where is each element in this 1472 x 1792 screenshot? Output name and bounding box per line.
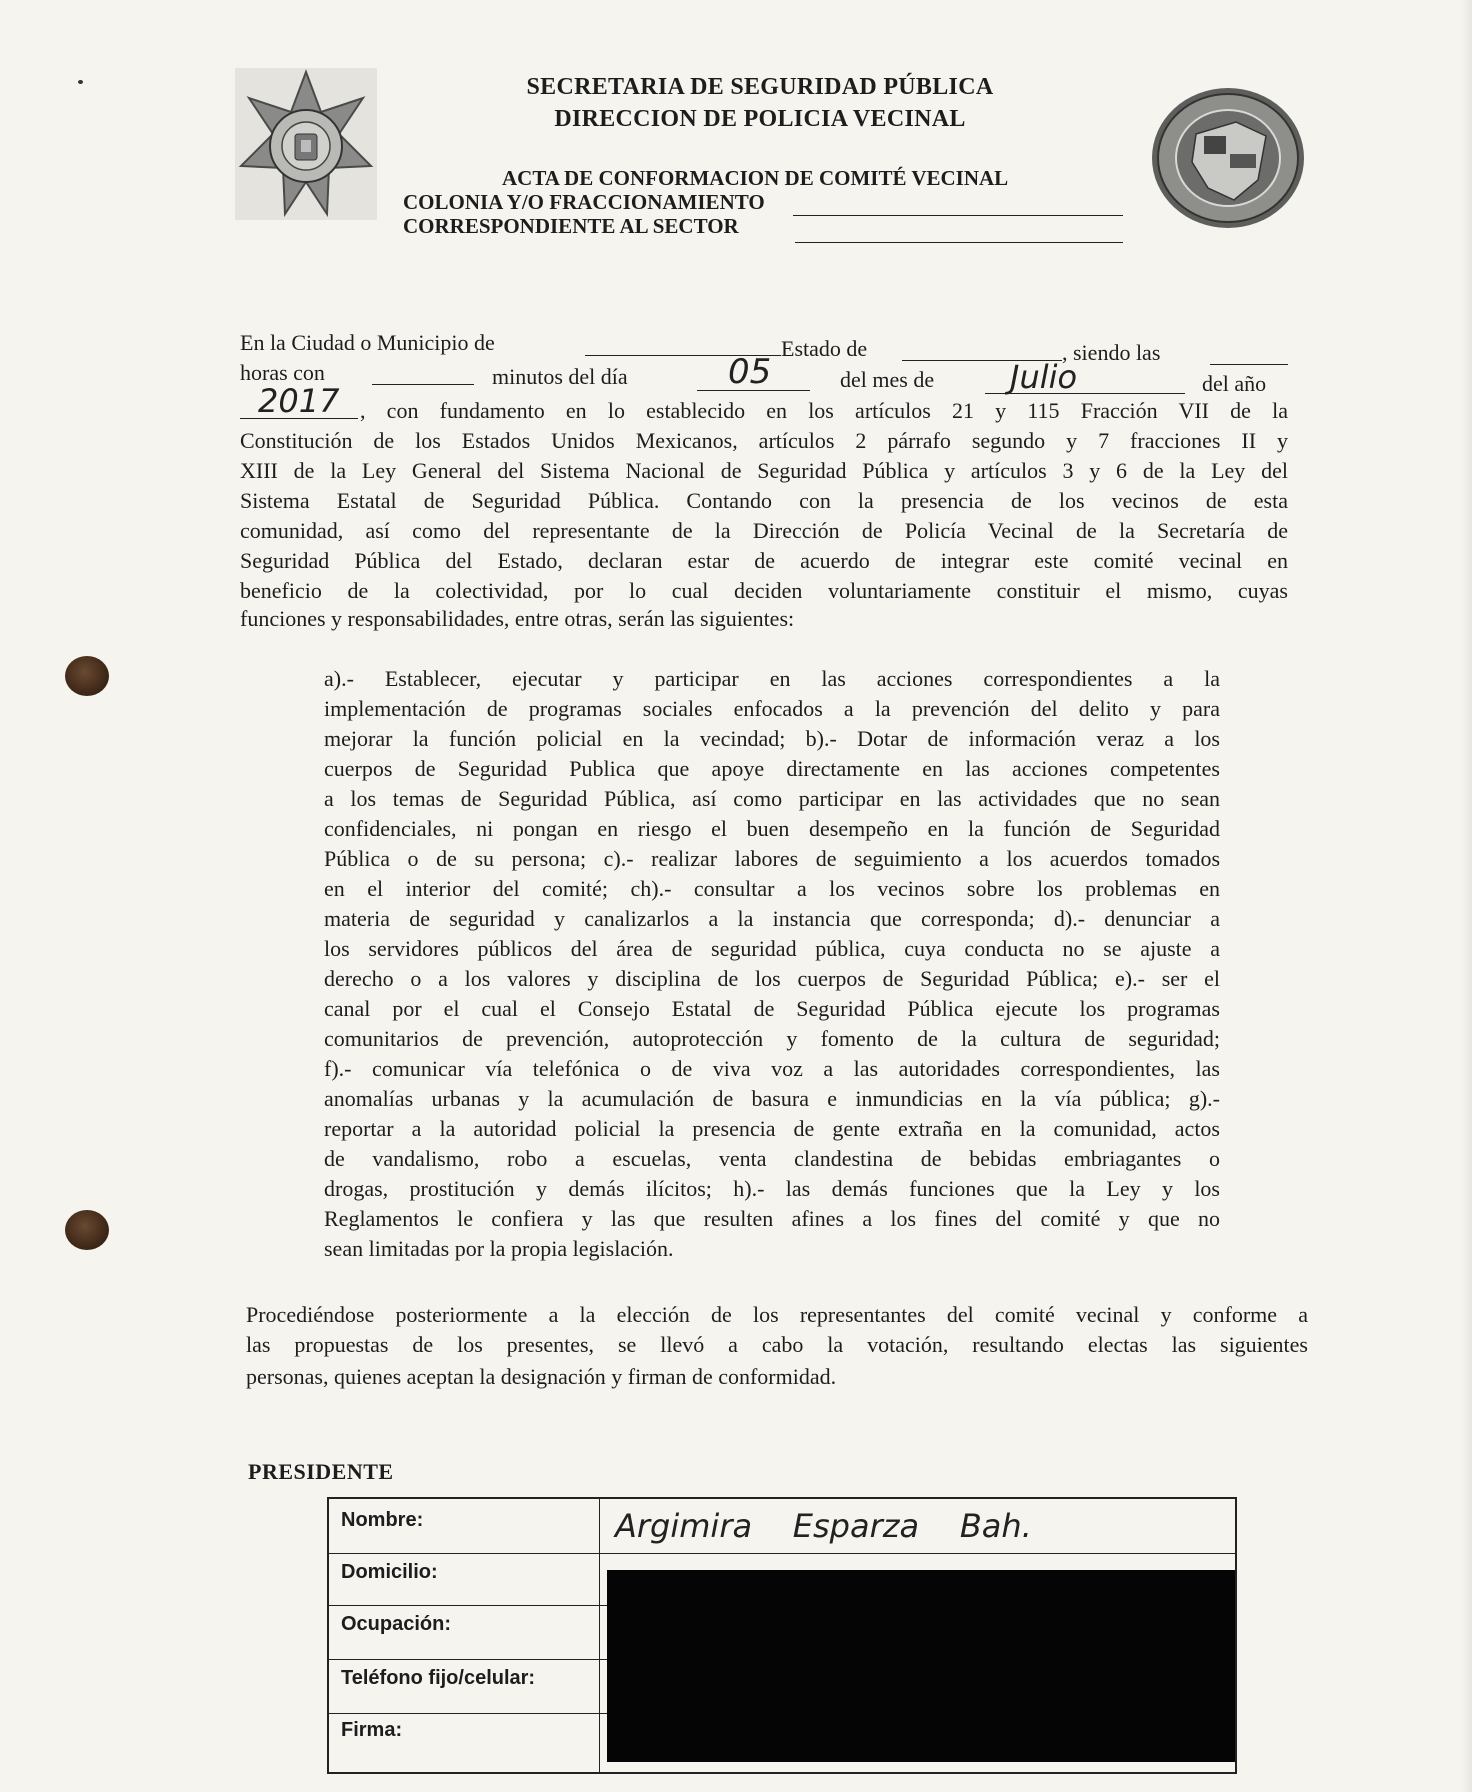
handwritten-president-name: Argimira Esparza Bah. bbox=[615, 1507, 1032, 1545]
president-section-title: PRESIDENTE bbox=[248, 1459, 394, 1484]
intro-line-10: funciones y responsabilidades, entre otras, serán las siguientes: bbox=[240, 606, 795, 631]
intro-line-1a: En la Ciudad o Municipio de bbox=[240, 330, 495, 355]
header-acta-title: ACTA DE CONFORMACION DE COMITÉ VECINAL bbox=[502, 166, 1009, 190]
function-line: drogas, prostitución y demás ilícitos; h).- las demás funciones que la Ley y los bbox=[324, 1176, 1220, 1201]
function-line: a los temas de Seguridad Pública, así como participar en las actividades que no sean bbox=[324, 786, 1220, 811]
function-line: de vandalismo, robo a escuelas, venta clandestina de bebidas embriagantes o bbox=[324, 1146, 1220, 1171]
function-line: materia de seguridad y canalizarlos a la instancia que corresponda; d).- denunciar a bbox=[324, 906, 1220, 931]
intro-line-1c: , siendo las bbox=[1062, 340, 1161, 365]
function-line: anomalías urbanas y la acumulación de basura e inmundicias en la vía pública; g).- bbox=[324, 1086, 1220, 1111]
function-line: derecho o a los valores y disciplina de los cuerpos de Seguridad Pública; e).- ser el bbox=[324, 966, 1220, 991]
function-line: f).- comunicar vía telefónica o de viva voz a las autoridades correspondientes, las bbox=[324, 1056, 1220, 1081]
intro-line-2a: horas con bbox=[240, 360, 325, 385]
header-direccion: DIRECCION DE POLICIA VECINAL bbox=[554, 106, 966, 132]
function-line: comunitarios de prevención, autoprotección y fomento de la cultura de seguridad; bbox=[324, 1026, 1220, 1051]
sector-blank bbox=[795, 242, 1123, 243]
handwritten-day: 05 bbox=[728, 352, 772, 392]
function-line: confidenciales, ni pongan en riesgo el buen desempeño en la función de Seguridad bbox=[324, 816, 1220, 841]
colonia-blank bbox=[793, 215, 1123, 216]
minutos-blank bbox=[372, 384, 474, 385]
function-line: Reglamentos le confiera y las que resulten afines a los fines del comité y que no bbox=[324, 1206, 1220, 1231]
police-star-logo bbox=[235, 68, 377, 220]
header-sector-label: CORRESPONDIENTE AL SECTOR bbox=[403, 214, 739, 238]
handwritten-year: 2017 bbox=[258, 382, 340, 420]
header-colonia-label: COLONIA Y/O FRACCIONAMIENTO bbox=[403, 190, 765, 214]
intro-line-6: Sistema Estatal de Seguridad Pública. Contando con la presencia de los vecinos de esta bbox=[240, 488, 1288, 513]
function-line: a).- Establecer, ejecutar y participar en las acciones correspondientes a la bbox=[324, 666, 1220, 691]
firma-label: Firma: bbox=[341, 1719, 403, 1741]
intro-line-2b: minutos del día bbox=[492, 364, 628, 389]
table-column-divider bbox=[599, 1499, 600, 1772]
intro-line-7: comunidad, así como del representante de la Dirección de Policía Vecinal de la Secretaría de bbox=[240, 518, 1288, 543]
consejo-seal-logo bbox=[1148, 84, 1306, 232]
intro-line-1b: Estado de bbox=[781, 336, 868, 361]
function-line: sean limitadas por la propia legislación. bbox=[324, 1236, 674, 1261]
function-line: canal por el cual el Consejo Estatal de Seguridad Pública ejecute los programas bbox=[324, 996, 1220, 1021]
telefono-label: Teléfono fijo/celular: bbox=[341, 1667, 536, 1689]
function-line: Pública o de su persona; c).- realizar labores de seguimiento a los acuerdos tomados bbox=[324, 846, 1220, 871]
intro-line-4: Constitución de los Estados Unidos Mexicanos, artículos 2 párrafo segundo y 7 fracciones II y bbox=[240, 428, 1288, 453]
domicilio-label: Domicilio: bbox=[341, 1561, 438, 1583]
handwritten-month: Julio bbox=[1010, 358, 1078, 396]
paper-speck bbox=[78, 80, 83, 84]
binder-hole-top bbox=[65, 656, 109, 696]
intro-line-2c: del mes de bbox=[840, 367, 935, 392]
binder-hole-bottom bbox=[65, 1210, 109, 1250]
table-row bbox=[329, 1553, 1235, 1554]
function-line: implementación de programas sociales enfocados a la prevención del delito y para bbox=[324, 696, 1220, 721]
function-line: cuerpos de Seguridad Publica que apoye directamente en las acciones competentes bbox=[324, 756, 1220, 781]
intro-line-2d: del año bbox=[1202, 371, 1267, 396]
closing-line: personas, quienes aceptan la designación y firman de conformidad. bbox=[246, 1364, 837, 1389]
horas-blank bbox=[1210, 364, 1288, 365]
redaction-box bbox=[607, 1570, 1235, 1762]
function-line: mejorar la función policial en la vecindad; b).- Dotar de información veraz a los bbox=[324, 726, 1220, 751]
header-secretaria: SECRETARIA DE SEGURIDAD PÚBLICA bbox=[526, 74, 994, 100]
nombre-label: Nombre: bbox=[341, 1509, 424, 1531]
intro-line-3: , con fundamento en lo establecido en los artículos 21 y 115 Fracción VII de la bbox=[360, 398, 1288, 423]
intro-line-8: Seguridad Pública del Estado, declaran estar de acuerdo de integrar este comité vecinal en bbox=[240, 548, 1288, 573]
closing-line: Procediéndose posteriormente a la elección de los representantes del comité vecinal y conforme a bbox=[246, 1302, 1308, 1327]
ocupacion-label: Ocupación: bbox=[341, 1613, 452, 1635]
function-line: reportar a la autoridad policial la presencia de gente extraña en la comunidad, actos bbox=[324, 1116, 1220, 1141]
function-line: en el interior del comité; ch).- consultar a los vecinos sobre los problemas en bbox=[324, 876, 1220, 901]
intro-line-9: beneficio de la colectividad, por lo cual deciden voluntariamente constituir el mismo, cuyas bbox=[240, 578, 1288, 603]
intro-line-5: XIII de la Ley General del Sistema Nacional de Seguridad Pública y artículos 3 y 6 de la Ley del bbox=[240, 458, 1288, 483]
page-edge-shadow bbox=[1462, 0, 1472, 1792]
closing-line: las propuestas de los presentes, se llevó a cabo la votación, resultando electas las siguientes bbox=[246, 1332, 1308, 1357]
function-line: los servidores públicos del área de seguridad pública, cuya conducta no se ajuste a bbox=[324, 936, 1220, 961]
